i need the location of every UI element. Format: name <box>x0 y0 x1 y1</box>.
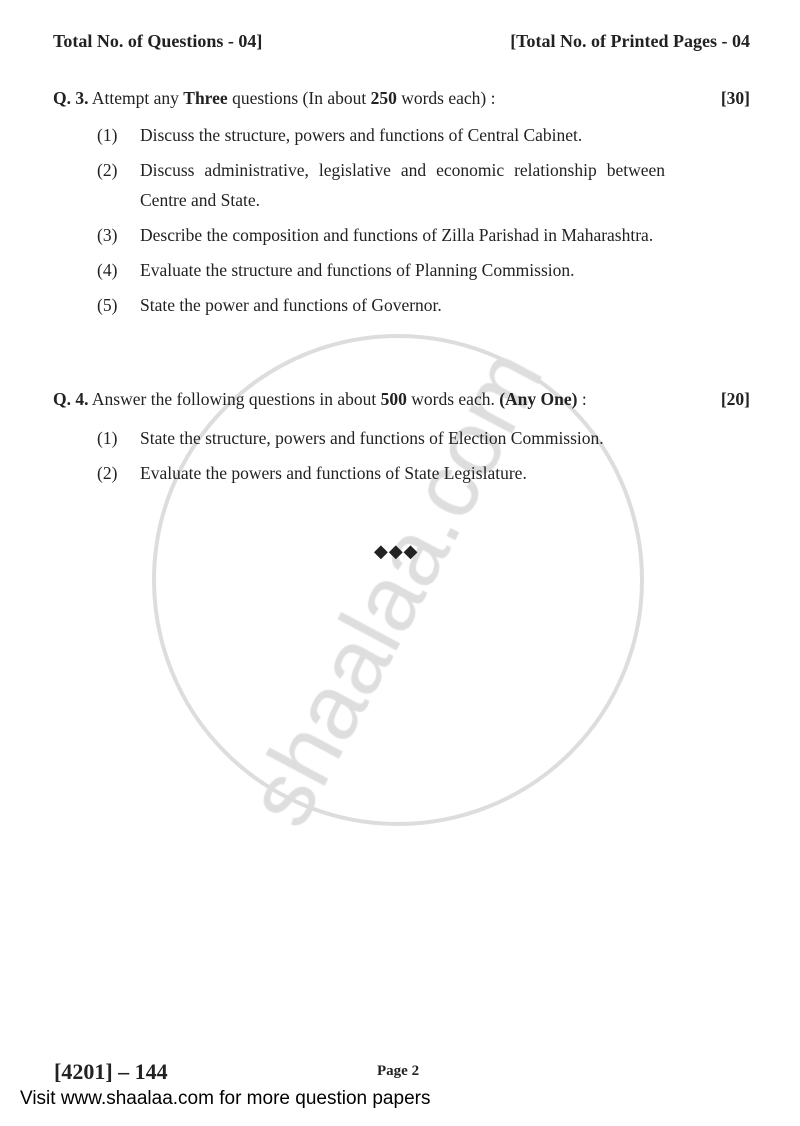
q4-list <box>97 423 737 493</box>
item-text: Discuss administrative, legislative and economic relationship between Centre and State. <box>140 160 665 210</box>
list-item <box>97 290 697 320</box>
item-number: (1) <box>97 125 118 145</box>
total-pages: [Total No. of Printed Pages - 04 <box>510 31 750 51</box>
list-item <box>97 120 697 150</box>
item-number: (3) <box>97 225 118 245</box>
list-item <box>97 155 697 215</box>
list-item <box>97 423 737 453</box>
list-item <box>97 220 697 250</box>
q4-heading <box>53 388 587 410</box>
list-item <box>97 255 697 285</box>
total-questions: Total No. of Questions - 04] <box>53 31 263 51</box>
q3-marks: [30] <box>720 88 750 108</box>
item-number: (5) <box>97 295 118 315</box>
visit-link[interactable]: Visit www.shaalaa.com for more question papers <box>20 1088 431 1109</box>
end-diamonds: ◆◆◆ <box>374 541 419 561</box>
q4-bold: 500 <box>380 389 407 409</box>
item-number: (2) <box>97 160 118 180</box>
item-text: Evaluate the structure and functions of Planning Commission. <box>140 260 575 280</box>
item-number: (4) <box>97 260 118 280</box>
q3-text: words each) : <box>396 88 496 108</box>
item-text: State the power and functions of Governor. <box>140 295 442 315</box>
paper-code: [4201] – 144 <box>54 1059 168 1084</box>
q4-text: : <box>577 389 587 409</box>
list-item <box>97 458 737 488</box>
item-text: State the structure, powers and functions of Election Commission. <box>140 428 604 448</box>
q4-text: Answer the following questions in about <box>88 389 381 409</box>
page-number: Page 2 <box>377 1063 420 1079</box>
q4-marks: [20] <box>720 389 750 409</box>
item-number: (1) <box>97 428 118 448</box>
q3-bold: Three <box>183 88 228 108</box>
q3-text: questions (In about <box>227 88 371 108</box>
q4-bold: (Any One) <box>499 389 578 409</box>
item-text: Describe the composition and functions of Zilla Parishad in Maharashtra. <box>140 225 654 245</box>
item-text: Discuss the structure, powers and functions of Central Cabinet. <box>140 125 583 145</box>
q4-text: words each. <box>406 389 500 409</box>
q4-label: Q. 4. <box>53 389 89 409</box>
q3-list <box>97 120 697 325</box>
item-number: (2) <box>97 463 118 483</box>
q3-heading <box>53 87 496 109</box>
item-text: Evaluate the powers and functions of State Legislature. <box>140 463 527 483</box>
q3-label: Q. 3. <box>53 88 89 108</box>
q3-text: Attempt any <box>88 88 184 108</box>
q3-bold: 250 <box>370 88 397 108</box>
